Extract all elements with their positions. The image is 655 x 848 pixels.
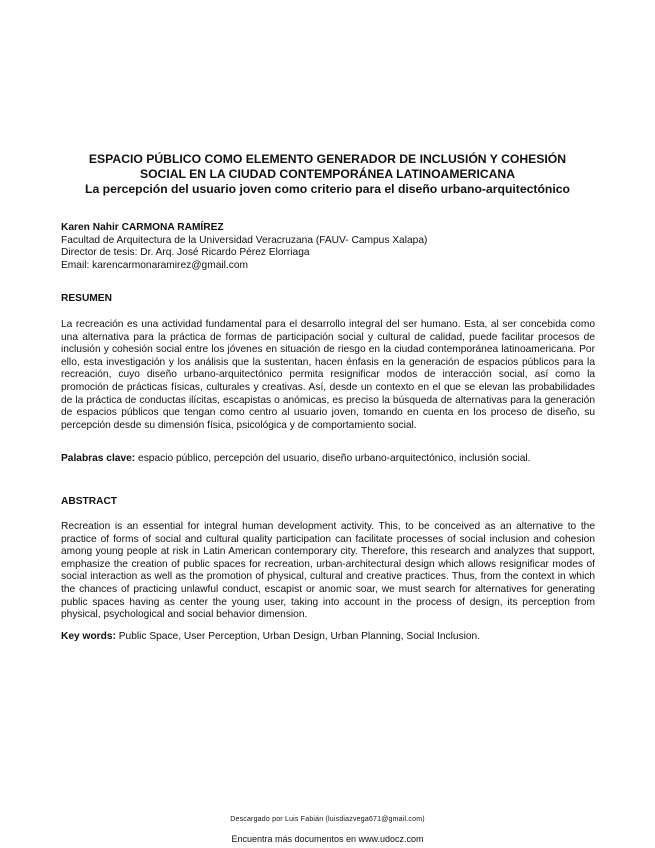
abstract-heading: ABSTRACT (61, 496, 118, 507)
author-email: Email: karencarmonaramirez@gmail.com (61, 259, 248, 271)
abstract-keywords (61, 631, 595, 644)
resumen-keywords-list: espacio público, percepción del usuario, diseño urbano-arquitectónico, inclusión social. (135, 453, 531, 464)
paper-title-line-2: SOCIAL EN LA CIUDAD CONTEMPORÁNEA LATINOAMERICANA (139, 167, 516, 181)
abstract-keywords-list: Public Space, User Perception, Urban Design, Urban Planning, Social Inclusion. (115, 631, 481, 642)
resumen-keywords (61, 453, 595, 466)
author-block (61, 222, 601, 272)
abstract-keywords-label: Key words: (61, 631, 116, 642)
resumen-heading: RESUMEN (61, 293, 112, 304)
abstract-text: Recreation is an essential for integral human development activity. This, to be conceived as an alternative to the practice of forms of social and cultural quality participation can facilitate processes of social inclusion and cohesion among young people at risk in Latin American contemporary city. Therefore, this research and analyzes that support, emphasize the creation of public spaces for recreation, urban-architectural design which allows resignificar modes of social interaction as well as the promotion of physical, cultural and creative practices. Thus, from the context in which the chances of practicing unlawful conduct, escapist or anomic soar, we must search for alternatives for generating public spaces having as center the young user, taking into account in the process of design, its perception from physical, psychological and social behavior dimension. (61, 521, 595, 621)
resumen-keywords-label: Palabras clave: (61, 453, 136, 464)
thesis-director: Director de tesis: Dr. Arq. José Ricardo Pérez Elorriaga (61, 247, 310, 259)
paper-title-line-1: ESPACIO PÚBLICO COMO ELEMENTO GENERADOR DE INCLUSIÓN Y COHESIÓN (88, 152, 567, 166)
title-block (55, 152, 600, 197)
author-name: Karen Nahir CARMONA RAMÍREZ (61, 222, 224, 233)
author-affiliation: Facultad de Arquitectura de la Universidad Veracruzana (FAUV- Campus Xalapa) (61, 234, 428, 246)
paper-subtitle: La percepción del usuario joven como criterio para el diseño urbano-arquitectónico (85, 182, 570, 196)
source-link[interactable]: Encuentra más documentos en www.udocz.com (231, 834, 424, 844)
resumen-text: La recreación es una actividad fundamental para el desarrollo integral del ser humano. Esta, al ser concebida como una alternativa para la práctica de formas de participación social y cultural de calidad, puede facilitar procesos de inclusión y cohesión social entre los jóvenes en situación de riesgo en la ciudad contemporánea latinoamericana. Por ello, esta investigación y los análisis que la sustentan, hacen énfasis en la generación de espacios públicos para la recreación, cuyo diseño urbano-arquitectónico permita resignificar modos de interacción social, así como la promoción de prácticas físicas, culturales y creativas. Así, desde un contexto en el que se elevan las probabilidades de la práctica de conductas ilícitas, escapistas o anómicas, es preciso la búsqueda de alternativas para la generación de espacios públicos que tengan como centro al usuario joven, tomando en cuenta en los proceso de diseño, su percepción desde su dimensión física, psicológica y de comportamiento social. (61, 319, 595, 431)
download-credit: Descargado por Luis Fabián (luisdiazvega671@gmail.com) (230, 816, 425, 823)
